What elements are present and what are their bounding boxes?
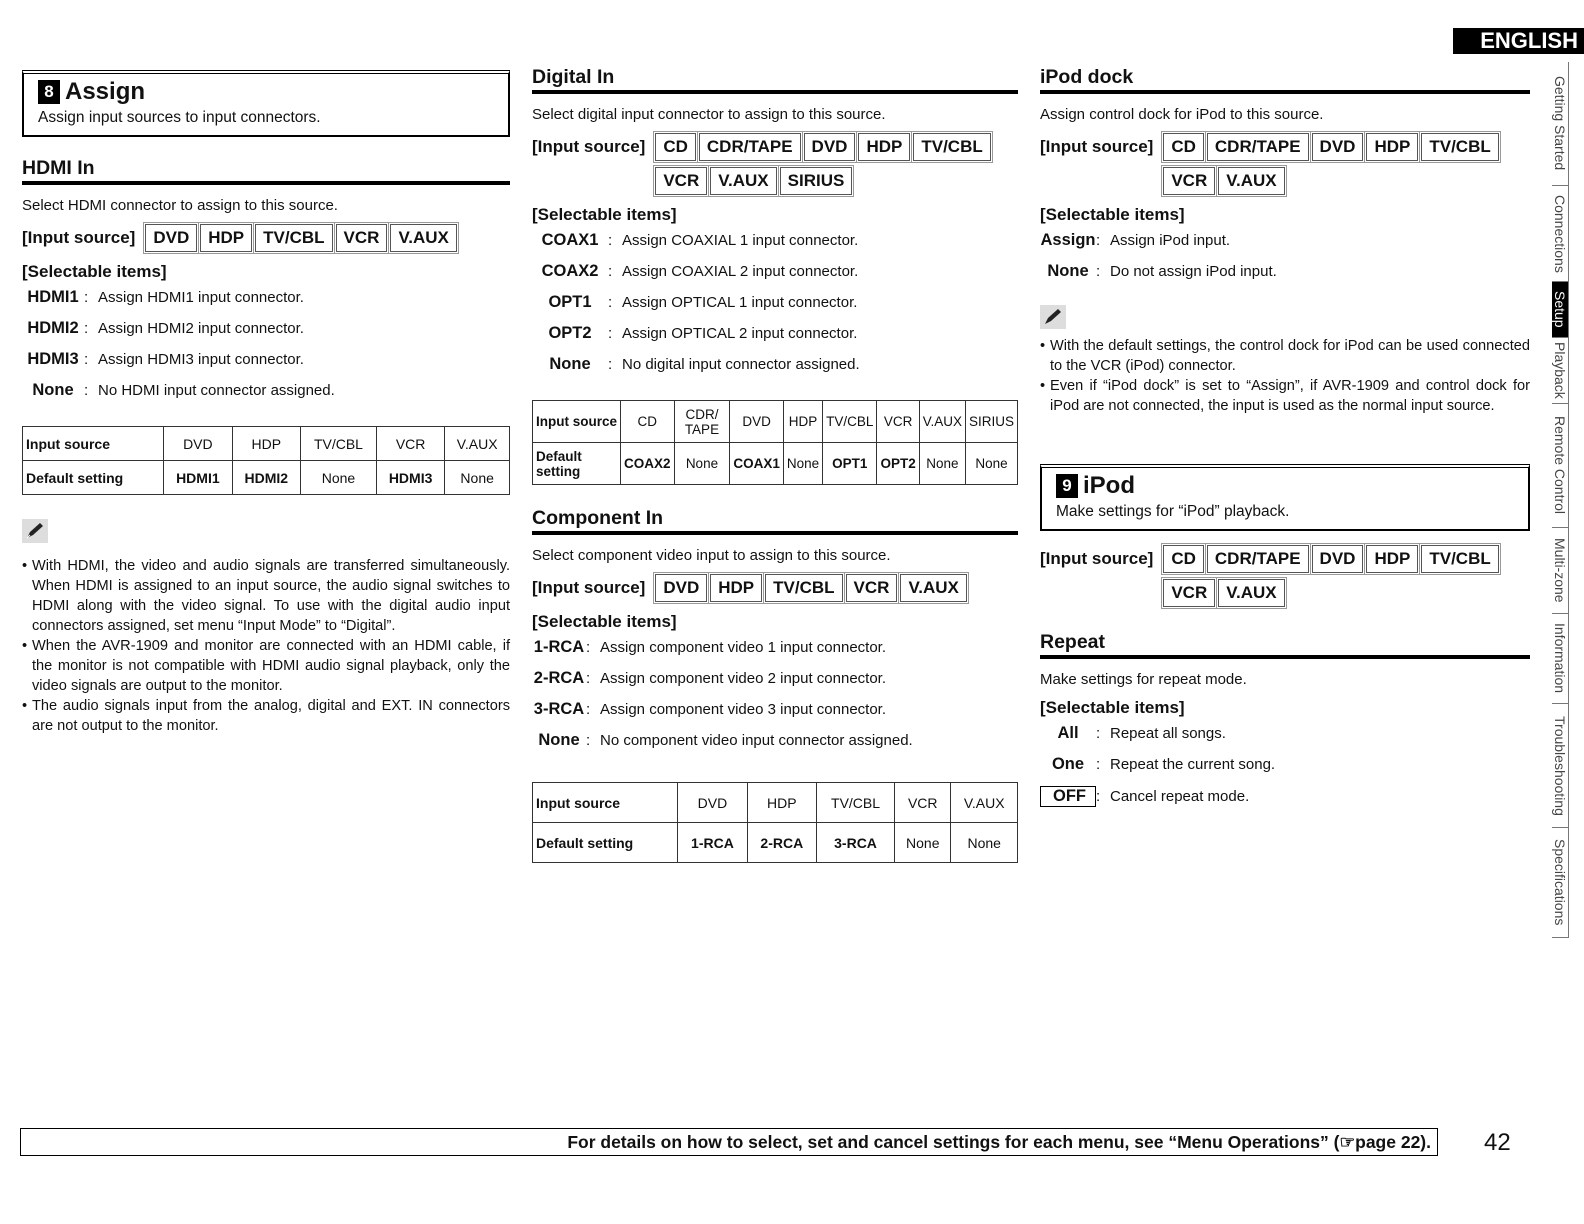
list-item: 2-RCA : Assign component video 2 input connector. <box>533 669 887 687</box>
ipod-subtitle: Make settings for “iPod” playback. <box>1056 503 1290 520</box>
source-chip: TV/CBL <box>1421 133 1498 161</box>
item-desc: Assign COAXIAL 1 input connector. <box>622 232 859 249</box>
item-desc: No digital input connector assigned. <box>622 356 860 373</box>
list-item: None : No component video input connector assigned. <box>532 731 1018 762</box>
ipod-dock-notes <box>1040 336 1530 416</box>
source-chip: TV/CBL <box>913 133 990 161</box>
table-cell: None <box>951 823 1018 863</box>
list-item: OFF : Cancel repeat mode. <box>1040 786 1530 817</box>
source-chip: V.AUX <box>1218 167 1284 195</box>
table-row <box>23 461 510 495</box>
note-item: • With HDMI, the video and audio signals are transferred simultaneously. When HDMI is assigned to an input source, the audio signal switches to HDMI along with the video signal. To use with the digital audio input connectors assigned, set menu “Input Mode” to “Digital”. <box>22 556 510 636</box>
assign-header-box <box>22 70 510 137</box>
source-chip: HDP <box>858 133 910 161</box>
list-item: None : No HDMI input connector assigned. <box>22 381 510 412</box>
pencil-note-icon <box>22 519 48 543</box>
table-row-label: Input source <box>23 427 164 461</box>
table-cell: V.AUX <box>951 783 1018 823</box>
table-cell: HDMI2 <box>232 461 300 495</box>
ipod-number-badge: 9 <box>1056 474 1078 498</box>
digital-in-item-list <box>532 231 1018 386</box>
digital-in-title: Digital In <box>532 66 1018 94</box>
source-chip: CDR/TAPE <box>1207 133 1309 161</box>
table-cell: V.AUX <box>919 401 965 443</box>
list-item: HDMI2 : Assign HDMI2 input connector. <box>22 319 510 350</box>
table-cell: V.AUX <box>445 427 510 461</box>
table-cell: OPT2 <box>877 443 919 485</box>
table-cell: COAX1 <box>730 443 784 485</box>
source-chip: DVD <box>655 574 707 602</box>
hdmi-in-input-source <box>22 224 510 252</box>
table-cell: COAX2 <box>621 443 675 485</box>
item-desc: Do not assign iPod input. <box>1110 263 1277 280</box>
list-item: HDMI3 : Assign HDMI3 input connector. <box>22 350 510 381</box>
item-desc: Assign component video 2 input connector. <box>600 670 887 687</box>
item-key: 3-RCA <box>533 700 585 718</box>
hdmi-in-title: HDMI In <box>22 157 510 185</box>
selectable-items-heading: [Selectable items] <box>1040 698 1185 717</box>
source-chip: V.AUX <box>390 224 456 252</box>
source-chip: CDR/TAPE <box>1207 545 1309 573</box>
source-chip: DVD <box>804 133 856 161</box>
table-cell: DVD <box>678 783 747 823</box>
table-cell: CD <box>621 401 675 443</box>
selectable-items-heading: [Selectable items] <box>22 262 167 281</box>
item-key: HDMI1 <box>27 288 79 306</box>
list-item: HDMI1 : Assign HDMI1 input connector. <box>22 288 510 319</box>
table-row <box>533 401 1018 443</box>
source-chip: CD <box>1163 133 1204 161</box>
hdmi-in-notes <box>22 556 510 736</box>
table-cell: VCR <box>895 783 951 823</box>
table-cell: None <box>674 443 730 485</box>
repeat-item-list <box>1040 724 1530 817</box>
list-item: 3-RCA : Assign component video 3 input connector. <box>533 700 887 718</box>
source-chip: TV/CBL <box>1421 545 1498 573</box>
table-row-label: Input source <box>533 401 621 443</box>
item-desc: No HDMI input connector assigned. <box>98 382 335 399</box>
list-item: 1-RCA : Assign component video 1 input connector. <box>533 638 887 656</box>
source-chip: V.AUX <box>900 574 966 602</box>
side-tab-troubleshooting[interactable]: Troubleshooting <box>1552 704 1569 828</box>
source-chip: CD <box>655 133 696 161</box>
digital-in-default-table <box>532 400 1018 485</box>
source-chip: CDR/TAPE <box>699 133 801 161</box>
table-cell: CDR/ TAPE <box>674 401 730 443</box>
input-source-label: [Input source] <box>22 228 136 247</box>
table-cell: HDP <box>783 401 822 443</box>
table-cell: 3-RCA <box>817 823 895 863</box>
table-cell: None <box>965 443 1017 485</box>
item-desc: Assign COAXIAL 2 input connector. <box>622 263 859 280</box>
list-item: One : Repeat the current song. <box>1040 755 1530 786</box>
selectable-items-heading: [Selectable items] <box>1040 205 1185 224</box>
table-cell: DVD <box>164 427 232 461</box>
component-in-input-source <box>532 574 1018 602</box>
item-key: 1-RCA <box>533 638 585 656</box>
item-key: All <box>1057 724 1079 742</box>
source-chip: TV/CBL <box>255 224 332 252</box>
source-chip: DVD <box>1312 545 1364 573</box>
hdmi-in-item-list <box>22 288 510 412</box>
column-left <box>22 62 510 736</box>
component-in-desc: Select component video input to assign to this source. <box>532 547 891 564</box>
hdmi-in-desc: Select HDMI connector to assign to this source. <box>22 197 338 214</box>
side-tab-remote-control[interactable]: Remote Control <box>1552 404 1569 528</box>
selectable-items-heading: [Selectable items] <box>532 612 677 631</box>
table-row <box>533 823 1018 863</box>
list-item: COAX1 : Assign COAXIAL 1 input connector. <box>532 231 1018 262</box>
component-in-default-table <box>532 782 1018 863</box>
item-key: HDMI2 <box>27 319 79 337</box>
source-chip: HDP <box>710 574 762 602</box>
item-key: Assign <box>1040 231 1096 249</box>
side-tab-specifications[interactable]: Specifications <box>1552 828 1569 938</box>
source-chip: VCR <box>1163 167 1215 195</box>
item-desc: Repeat the current song. <box>1110 756 1276 773</box>
table-cell: None <box>895 823 951 863</box>
side-tab-getting-started[interactable]: Getting Started <box>1552 62 1569 186</box>
table-row-label: Default setting <box>533 443 621 485</box>
assign-subtitle: Assign input sources to input connectors. <box>38 109 321 126</box>
list-item: COAX2 : Assign COAXIAL 2 input connector. <box>532 262 1018 293</box>
input-source-label: [Input source] <box>532 578 646 597</box>
table-row <box>23 427 510 461</box>
item-key-default: OFF <box>1040 786 1096 807</box>
table-cell: None <box>301 461 377 495</box>
input-source-label: [Input source] <box>1040 549 1154 568</box>
input-source-label: [Input source] <box>1040 137 1154 156</box>
source-chip: VCR <box>1163 579 1215 607</box>
table-cell: 2-RCA <box>747 823 816 863</box>
source-chip: HDP <box>200 224 252 252</box>
note-item: • Even if “iPod dock” is set to “Assign”, if AVR-1909 and control dock for iPod are not connected, the input is used as the normal input source. <box>1040 376 1530 416</box>
list-item: All : Repeat all songs. <box>1040 724 1530 755</box>
digital-in-desc: Select digital input connector to assign to this source. <box>532 106 886 123</box>
column-middle <box>532 62 1018 863</box>
note-item: • With the default settings, the control dock for iPod can be used connected to the VCR (iPod) connector. <box>1040 336 1530 376</box>
list-item: Assign : Assign iPod input. <box>1040 231 1231 249</box>
item-key: OPT1 <box>548 293 592 311</box>
table-cell: None <box>445 461 510 495</box>
assign-title: Assign <box>65 78 146 105</box>
ipod-dock-input-source <box>1040 133 1530 195</box>
table-row-label: Default setting <box>23 461 164 495</box>
item-key: COAX1 <box>541 231 599 249</box>
item-key: None <box>538 731 580 749</box>
table-row <box>533 443 1018 485</box>
pencil-note-icon <box>1040 305 1066 329</box>
repeat-desc: Make settings for repeat mode. <box>1040 671 1247 688</box>
table-cell: HDP <box>747 783 816 823</box>
table-cell: SIRIUS <box>965 401 1017 443</box>
column-right <box>1040 62 1530 817</box>
list-item: OPT2 : Assign OPTICAL 2 input connector. <box>532 324 1018 355</box>
item-desc: Cancel repeat mode. <box>1110 788 1250 805</box>
item-key: None <box>549 355 591 373</box>
source-chip: VCR <box>655 167 707 195</box>
item-desc: Assign iPod input. <box>1110 232 1231 249</box>
source-chip: V.AUX <box>1218 579 1284 607</box>
hdmi-in-default-table <box>22 426 510 495</box>
item-key: 2-RCA <box>533 669 585 687</box>
table-cell: VCR <box>376 427 444 461</box>
table-cell: None <box>919 443 965 485</box>
footer-note: For details on how to select, set and cancel settings for each menu, see “Menu Operations” (☞page 22). <box>20 1128 1438 1156</box>
side-tab-multi-zone[interactable]: Multi-zone <box>1552 528 1569 614</box>
item-desc: Assign HDMI3 input connector. <box>98 351 304 368</box>
side-tab-playback[interactable]: Playback <box>1552 338 1569 404</box>
selectable-items-heading: [Selectable items] <box>532 205 677 224</box>
item-desc: No component video input connector assigned. <box>600 732 913 749</box>
list-item: None : Do not assign iPod input. <box>1040 262 1530 293</box>
table-row <box>533 783 1018 823</box>
ipod-title: iPod <box>1083 472 1135 499</box>
list-item: OPT1 : Assign OPTICAL 1 input connector. <box>532 293 1018 324</box>
source-chip: SIRIUS <box>780 167 853 195</box>
language-tab: ENGLISH <box>1453 28 1584 54</box>
source-chip: DVD <box>1312 133 1364 161</box>
source-chip: VCR <box>846 574 898 602</box>
assign-number-badge: 8 <box>38 80 60 104</box>
ipod-input-source <box>1040 545 1530 607</box>
table-cell: HDP <box>232 427 300 461</box>
table-cell: HDMI3 <box>376 461 444 495</box>
ipod-dock-item-list <box>1040 231 1530 293</box>
item-desc: Assign HDMI1 input connector. <box>98 289 304 306</box>
item-key: None <box>1047 262 1089 280</box>
side-tab-setup[interactable]: Setup <box>1552 282 1569 338</box>
side-tab-connections[interactable]: Connections <box>1552 186 1569 282</box>
table-cell: TV/CBL <box>823 401 877 443</box>
item-desc: Assign HDMI2 input connector. <box>98 320 304 337</box>
table-cell: TV/CBL <box>817 783 895 823</box>
ipod-header-box <box>1040 464 1530 531</box>
source-chip: CD <box>1163 545 1204 573</box>
page-number: 42 <box>1484 1129 1511 1156</box>
item-desc: Assign OPTICAL 2 input connector. <box>622 325 858 342</box>
item-desc: Repeat all songs. <box>1110 725 1226 742</box>
ipod-dock-title: iPod dock <box>1040 66 1530 94</box>
source-chip: HDP <box>1366 545 1418 573</box>
table-cell: 1-RCA <box>678 823 747 863</box>
item-key: One <box>1051 755 1085 773</box>
source-chip: V.AUX <box>710 167 776 195</box>
item-desc: Assign OPTICAL 1 input connector. <box>622 294 858 311</box>
table-cell: OPT1 <box>823 443 877 485</box>
item-desc: Assign component video 3 input connector. <box>600 701 887 718</box>
note-item: • When the AVR-1909 and monitor are connected with an HDMI cable, if the monitor is not compatible with HDMI audio signal playback, only the video signals are output to the monitor. <box>22 636 510 696</box>
digital-in-input-source <box>532 133 1018 195</box>
component-in-item-list <box>532 638 1018 762</box>
item-key: None <box>32 381 74 399</box>
source-chip: HDP <box>1366 133 1418 161</box>
table-cell: HDMI1 <box>164 461 232 495</box>
repeat-title: Repeat <box>1040 631 1530 659</box>
list-item: None : No digital input connector assigned. <box>532 355 1018 386</box>
table-cell: None <box>783 443 822 485</box>
item-key: HDMI3 <box>27 350 79 368</box>
table-row-label: Default setting <box>533 823 678 863</box>
table-row-label: Input source <box>533 783 678 823</box>
table-cell: VCR <box>877 401 919 443</box>
item-desc: Assign component video 1 input connector. <box>600 639 887 656</box>
table-cell: TV/CBL <box>301 427 377 461</box>
section-side-tabs <box>1552 62 1578 938</box>
item-key: COAX2 <box>541 262 599 280</box>
source-chip: VCR <box>336 224 388 252</box>
source-chip: TV/CBL <box>765 574 842 602</box>
source-chip: DVD <box>145 224 197 252</box>
item-key: OPT2 <box>548 324 592 342</box>
ipod-dock-desc: Assign control dock for iPod to this source. <box>1040 106 1324 123</box>
side-tab-information[interactable]: Information <box>1552 614 1569 704</box>
note-item: • The audio signals input from the analog, digital and EXT. IN connectors are not output to the monitor. <box>22 696 510 736</box>
input-source-label: [Input source] <box>532 137 646 156</box>
table-cell: DVD <box>730 401 784 443</box>
component-in-title: Component In <box>532 507 1018 535</box>
